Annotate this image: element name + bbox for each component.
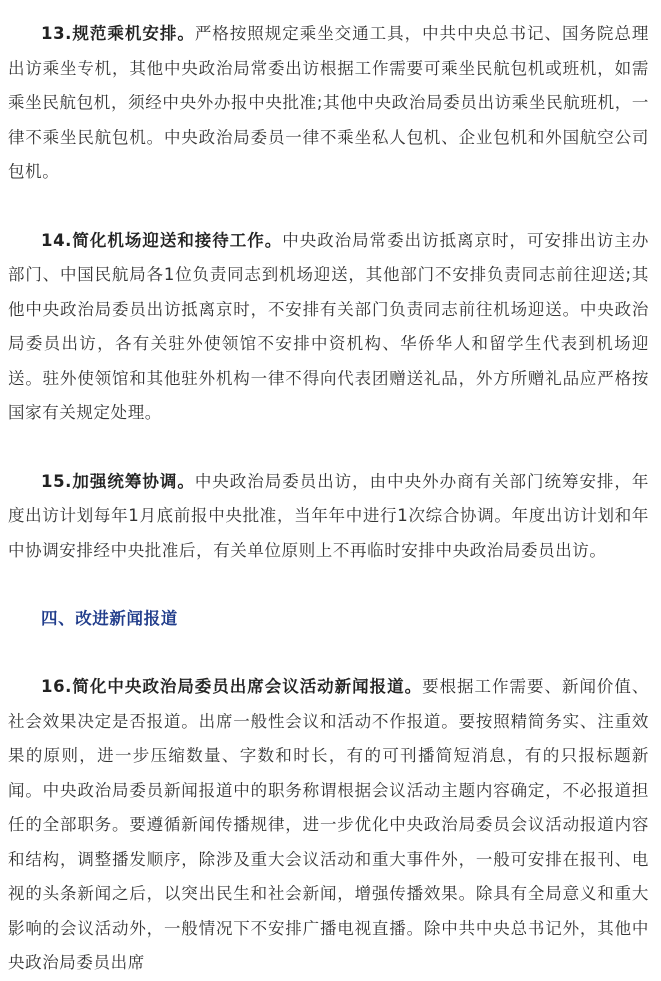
section-heading: 四、改进新闻报道	[41, 609, 178, 628]
paragraph-body: 中央政治局委员出访，由中央外办商有关部门统筹安排，年度出访计划每年1月底前报中央批准，当年年中进行1次综合协调。年度出访计划和年中协调安排经中央批准后，有关单位原则上不再临时安排中央政治局委员出访。	[8, 471, 650, 560]
paragraph-body: 要根据工作需要、新闻价值、社会效果决定是否报道。出席一般性会议和活动不作报道。要按照精简务实、注重效果的原则，进一步压缩数量、字数和时长，有的可刊播简短消息，有的只报标题新闻。中央政治局委员新闻报道中的职务称谓根据会议活动主题内容确定，不必报道担任的全部职务。要遵循新闻传播规律，进一步优化中央政治局委员会议活动报道内容和结构，调整播发顺序，除涉及重大会议活动和重大事件外，一般可安排在报刊、电视的头条新闻之后，以突出民生和社会新闻，增强传播效果。除具有全局意义和重大影响的会议活动外，一般情况下不安排广播电视直播。除中共中央总书记外，其他中央政治局委员出席	[8, 677, 649, 972]
article-paragraph-13	[8, 17, 649, 190]
paragraph-heading: 15.加强统筹协调。	[41, 471, 195, 491]
paragraph-heading: 16.简化中央政治局委员出席会议活动新闻报道。	[41, 677, 423, 696]
article-paragraph-16	[8, 670, 649, 981]
article-paragraph-14	[8, 224, 649, 431]
paragraph-heading: 13.规范乘机安排。	[41, 24, 195, 43]
paragraph-body: 严格按照规定乘坐交通工具，中共中央总书记、国务院总理出访乘坐专机，其他中央政治局常委出访根据工作需要可乘坐民航包机或班机，如需乘坐民航包机，须经中央外办报中央批准;其他中央政治局委员出访乘坐民航班机，一律不乘坐民航包机。中央政治局委员一律不乘坐私人包机、企业包机和外国航空公司包机。	[8, 24, 650, 181]
paragraph-heading: 14.简化机场迎送和接待工作。	[41, 230, 283, 250]
article-paragraph-15	[8, 465, 649, 569]
paragraph-body: 中央政治局常委出访抵离京时，可安排出访主办部门、中国民航局各1位负责同志到机场迎送，其他部门不安排负责同志前往迎送;其他中央政治局委员出访抵离京时，不安排有关部门负责同志前往机场迎送。中央政治局委员出访，各有关驻外使领馆不安排中资机构、华侨华人和留学生代表到机场迎送。驻外使领馆和其他驻外机构一律不得向代表团赠送礼品，外方所赠礼品应严格按国家有关规定处理。	[8, 230, 649, 422]
